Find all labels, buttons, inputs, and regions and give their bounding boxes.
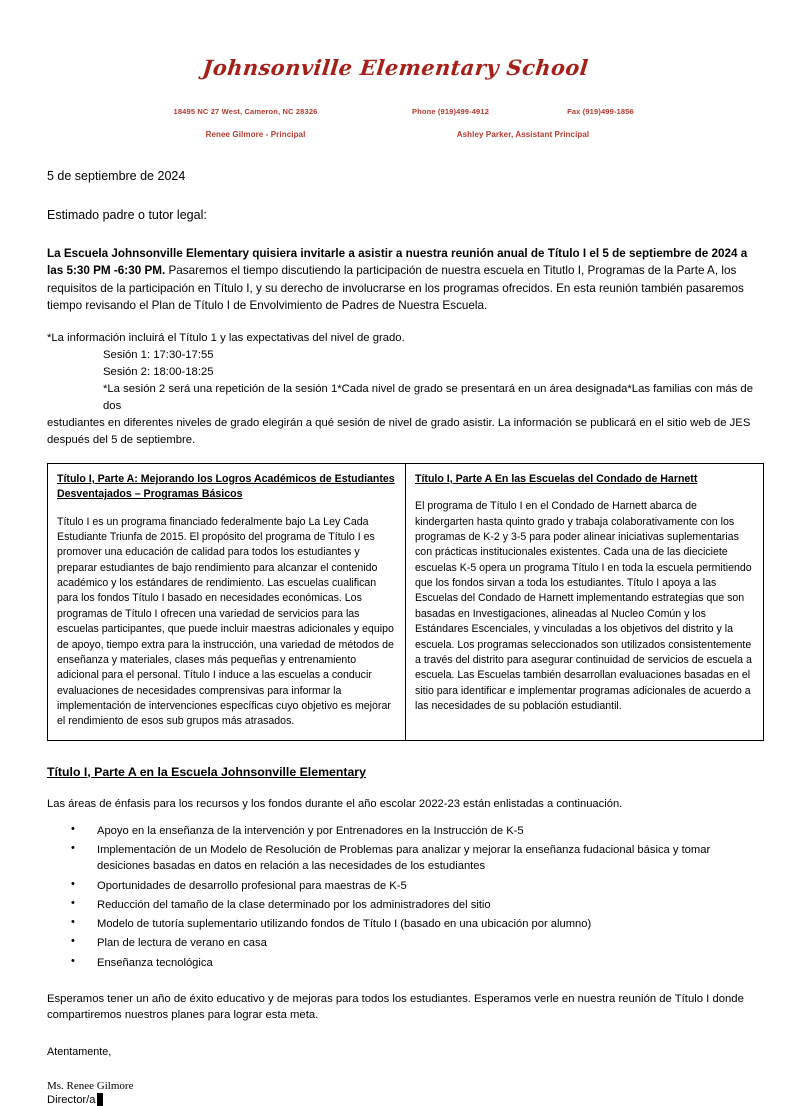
intro-rest-text: Pasaremos el tiempo discutiendo la participación de nuestra escuela en Titutlo I, Programas de la Parte A, los requisitos de la participación en Título I, y su derecho de involucrarse en los programas ofrecidos. En esta reunión también pasaremos tiempo revisando el Plan de Título I de Envolvimiento de Padres de Nuestra Escuela. bbox=[47, 264, 744, 313]
list-item: • Implementación de un Modelo de Resolución de Problemas para analizar y mejorar la enseñanza fudacional básica y tomar desiciones basadas en datos en relación a las necesidades de los estudiantes bbox=[71, 842, 755, 874]
letter-date: 5 de septiembre de 2024 bbox=[47, 169, 186, 184]
session-1-time: Sesión 1: 17:30-17:55 bbox=[103, 349, 214, 362]
right-cell-title: Título I, Parte A En las Escuelas del Condado de Harnett bbox=[415, 472, 698, 485]
signer-title-line[interactable] bbox=[47, 1093, 755, 1106]
text-cursor-caret bbox=[97, 1093, 103, 1106]
contact-info-row bbox=[0, 107, 791, 116]
list-item: • Plan de lectura de verano en casa bbox=[71, 935, 755, 951]
list-item: • Oportunidades de desarrollo profesional para maestras de K-5 bbox=[71, 878, 755, 894]
school-address: 18495 NC 27 West, Cameron, NC 28326 bbox=[173, 107, 318, 117]
letter-body bbox=[0, 169, 791, 1106]
intro-paragraph bbox=[47, 245, 755, 314]
list-item: • Reducción del tamaño de la clase determinado por los administradores del sitio bbox=[71, 897, 755, 913]
right-cell-body: El programa de Título I en el Condado de Harnett abarca de kindergarten hasta quinto grado y trabaja colaborativamente con los programas de K-2 y 3-5 para poder alinear iniciativas suplementarias con prácticas institucionales existentes. Cada una de las dieciciete escuelas K-5 opera un programa Título I en toda la escuela permitiendo que los fondos sirvan a toda los estudiantes. Título I apoya a las Escuelas del Condado de Harnett implementando estrategias que son basadas en Investigaciones, alineadas al Nucleo Común y los Estándares Escenciales, y vinculadas a los objetivos del distrito y la escuela. Los programas seleccionados son utilizados consistentemente a través del distrito para asegurar continuidad de servicios de escuela a escuela. Las Escuelas también desarrollan evaluaciones basadas en el sitio para identificar e implementar programas adicionales de acuerdo a las necesidades de su población estudiantil. bbox=[415, 500, 752, 712]
list-item: • Modelo de tutoría suplementario utilizando fondos de Título I (basado en una ubicación por alumno) bbox=[71, 916, 755, 932]
list-item: • Apoyo en la enseñanza de la intervención y por Entrenadores en la Instrucción de K-5 bbox=[71, 823, 755, 839]
table-row bbox=[48, 463, 764, 740]
school-section-heading: Título I, Parte A en la Escuela Johnsonville Elementary bbox=[47, 764, 366, 779]
assistant-principal-name: Ashley Parker, Assistant Principal bbox=[456, 130, 590, 140]
focus-areas-list bbox=[47, 823, 755, 971]
principal-info-row bbox=[0, 130, 791, 139]
left-cell-title: Título I, Parte A: Mejorando los Logros Académicos de Estudiantes Desventajados – Programas Básicos bbox=[57, 472, 395, 501]
signer-title: Director/a bbox=[47, 1093, 96, 1106]
closing-paragraph: Esperamos tener un año de éxito educativo y de mejoras para todos los estudiantes. Esperamos verle en nuestra reunión de Título I donde compartiremos nuestros planes para lograr esta meta. bbox=[47, 992, 744, 1022]
letter-salutation: Estimado padre o tutor legal: bbox=[47, 208, 207, 223]
sign-off-text: Atentamente, bbox=[47, 1046, 112, 1059]
session-repeat-note: *La sesión 2 será una repetición de la sesión 1*Cada nivel de grado se presentará en un área designada*Las familias con más de dos bbox=[103, 383, 753, 413]
school-section-lead: Las áreas de énfasis para los recursos y los fondos durante el año escolar 2022-23 están enlistadas a continuación. bbox=[47, 797, 623, 810]
school-name-title: Johnsonville Elementary School bbox=[201, 55, 590, 80]
session-note-continued: estudiantes en diferentes niveles de grado elegirán a qué sesión de nivel de grado asistir. La información se publicará en el sitio web de JES después del 5 de septiembre. bbox=[47, 417, 751, 446]
signer-name: Ms. Renee Gilmore bbox=[47, 1080, 134, 1093]
session-details-block bbox=[47, 330, 755, 449]
school-phone: Phone (919)499-4912 bbox=[411, 107, 490, 117]
table-cell-left bbox=[48, 463, 406, 740]
intro-bold-text: La Escuela Johnsonville Elementary quisiera invitarle a asistir a nuestra reunión anual de Título I el 5 de septiembre de 2024 a las 5:30 PM -6:30 PM. bbox=[47, 247, 748, 278]
title-one-info-table bbox=[47, 463, 764, 741]
school-fax: Fax (919)499-1856 bbox=[567, 107, 634, 117]
letterhead bbox=[0, 0, 791, 139]
session-info-note: *La información incluirá el Título 1 y las expectativas del nivel de grado. bbox=[47, 332, 405, 345]
list-item: • Enseñanza tecnológica bbox=[71, 955, 755, 971]
principal-name: Renee Gilmore - Principal bbox=[205, 130, 306, 140]
table-cell-right bbox=[406, 463, 764, 740]
session-2-time: Sesión 2: 18:00-18:25 bbox=[103, 366, 214, 379]
left-cell-body: Título I es un programa financiado federalmente bajo La Ley Cada Estudiante Triunfa de 2015. El propósito del programa de Título I es promover una educación de calidad para todos los estudiantes y preparar estudiantes de bajo rendimiento para alcanzar el contenido académico y los estándares de rendimiento. Las escuelas cualifican para los fondos Título I basado en necesidades económicas. Los programas de Título I ofrecen una variedad de servicios para las escuelas participantes, que puede incluir maestras adicionales y equipo de apoyo, tiempo extra para la instrucción, una variedad de métodos de enseñanza y materiales, clases más pequeñas y entrenamiento adicional para el personal. Título I induce a las escuelas a conducir evaluaciones de necesidades comprensivas para informar la implementación de intervenciones específicas cuyo objetivo es mejorar el rendimiento de esos sub grupos más atrasados. bbox=[57, 515, 394, 728]
